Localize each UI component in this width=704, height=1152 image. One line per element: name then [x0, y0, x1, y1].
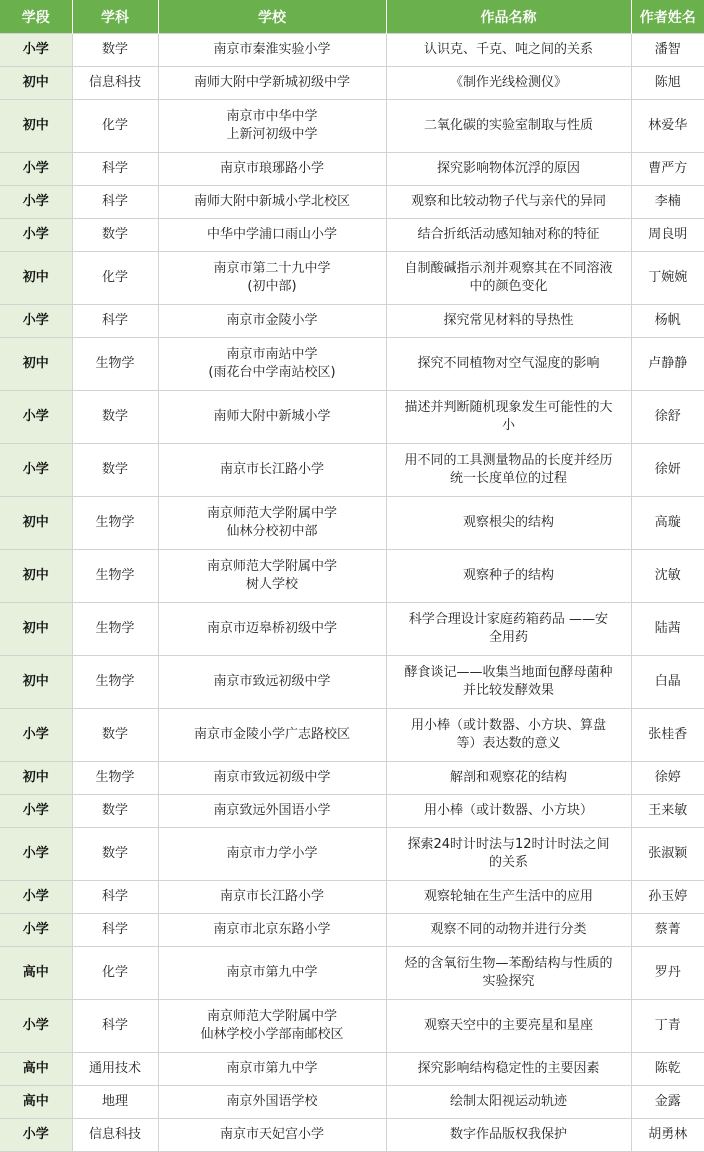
cell-work: 自制酸碱指示剂并观察其在不同溶液 中的颜色变化 — [386, 252, 631, 305]
cell-school: 南京市迈皋桥初级中学 — [158, 603, 386, 656]
cell-author: 胡勇林 — [631, 1119, 704, 1152]
cell-work: 科学合理设计家庭药箱药品 ——安 全用药 — [386, 603, 631, 656]
cell-level: 初中 — [0, 603, 72, 656]
cell-subject: 数学 — [72, 444, 158, 497]
cell-subject: 地理 — [72, 1086, 158, 1119]
cell-school: 南京师范大学附属中学 仙林学校小学部南邮校区 — [158, 1000, 386, 1053]
cell-subject: 科学 — [72, 1000, 158, 1053]
cell-author: 徐舒 — [631, 391, 704, 444]
cell-subject: 化学 — [72, 252, 158, 305]
table-row — [0, 603, 704, 656]
table-row — [0, 1119, 704, 1152]
cell-work: 描述并判断随机现象发生可能性的大 小 — [386, 391, 631, 444]
cell-author: 杨帆 — [631, 305, 704, 338]
cell-school: 南京市第九中学 — [158, 947, 386, 1000]
cell-work: 数字作品版权我保护 — [386, 1119, 631, 1152]
table-row — [0, 305, 704, 338]
cell-level: 高中 — [0, 1086, 72, 1119]
table-row — [0, 709, 704, 762]
cell-school: 南京市致远初级中学 — [158, 656, 386, 709]
table-row — [0, 656, 704, 709]
cell-author: 徐妍 — [631, 444, 704, 497]
cell-work: 用不同的工具测量物品的长度并经历 统一长度单位的过程 — [386, 444, 631, 497]
cell-subject: 生物学 — [72, 497, 158, 550]
cell-level: 小学 — [0, 219, 72, 252]
table-row — [0, 252, 704, 305]
cell-level: 初中 — [0, 497, 72, 550]
cell-subject: 化学 — [72, 947, 158, 1000]
cell-work: 酵食谈记——收集当地面包酵母菌种 并比较发酵效果 — [386, 656, 631, 709]
cell-level: 小学 — [0, 1119, 72, 1152]
cell-school: 南京市金陵小学广志路校区 — [158, 709, 386, 762]
table-row — [0, 914, 704, 947]
cell-level: 小学 — [0, 1000, 72, 1053]
cell-level: 小学 — [0, 881, 72, 914]
table-row — [0, 550, 704, 603]
cell-subject: 科学 — [72, 186, 158, 219]
cell-school: 南京师范大学附属中学 仙林分校初中部 — [158, 497, 386, 550]
table-row — [0, 795, 704, 828]
cell-author: 陈旭 — [631, 67, 704, 100]
cell-work: 观察轮轴在生产生活中的应用 — [386, 881, 631, 914]
table-row — [0, 444, 704, 497]
cell-school: 南京市南站中学 (雨花台中学南站校区) — [158, 338, 386, 391]
cell-school: 南京市力学小学 — [158, 828, 386, 881]
cell-author: 林爱华 — [631, 100, 704, 153]
cell-level: 初中 — [0, 67, 72, 100]
table-row — [0, 947, 704, 1000]
cell-author: 孙玉婷 — [631, 881, 704, 914]
table-row — [0, 186, 704, 219]
table-row — [0, 881, 704, 914]
cell-subject: 数学 — [72, 709, 158, 762]
cell-school: 南京市长江路小学 — [158, 881, 386, 914]
cell-work: 《制作光线检测仪》 — [386, 67, 631, 100]
cell-author: 徐婷 — [631, 762, 704, 795]
cell-level: 小学 — [0, 153, 72, 186]
cell-level: 小学 — [0, 305, 72, 338]
cell-level: 小学 — [0, 186, 72, 219]
cell-level: 小学 — [0, 444, 72, 497]
cell-subject: 科学 — [72, 305, 158, 338]
cell-subject: 生物学 — [72, 603, 158, 656]
cell-level: 初中 — [0, 338, 72, 391]
cell-author: 丁婉婉 — [631, 252, 704, 305]
cell-author: 沈敏 — [631, 550, 704, 603]
cell-school: 南京市第九中学 — [158, 1053, 386, 1086]
cell-level: 小学 — [0, 914, 72, 947]
cell-author: 李楠 — [631, 186, 704, 219]
cell-school: 南京市致远初级中学 — [158, 762, 386, 795]
table-row — [0, 34, 704, 67]
cell-author: 周良明 — [631, 219, 704, 252]
table-row — [0, 219, 704, 252]
cell-author: 罗丹 — [631, 947, 704, 1000]
cell-level: 小学 — [0, 828, 72, 881]
table-row — [0, 1053, 704, 1086]
cell-school: 南师大附中新城小学北校区 — [158, 186, 386, 219]
cell-level: 初中 — [0, 100, 72, 153]
cell-school: 南京市秦淮实验小学 — [158, 34, 386, 67]
cell-school: 南京外国语学校 — [158, 1086, 386, 1119]
cell-work: 观察天空中的主要亮星和星座 — [386, 1000, 631, 1053]
cell-author: 曹严方 — [631, 153, 704, 186]
cell-level: 初中 — [0, 656, 72, 709]
cell-work: 解剖和观察花的结构 — [386, 762, 631, 795]
cell-level: 小学 — [0, 795, 72, 828]
table-row — [0, 100, 704, 153]
cell-level: 初中 — [0, 252, 72, 305]
cell-subject: 化学 — [72, 100, 158, 153]
cell-school: 中华中学浦口雨山小学 — [158, 219, 386, 252]
cell-subject: 科学 — [72, 153, 158, 186]
cell-work: 观察种子的结构 — [386, 550, 631, 603]
cell-author: 高璇 — [631, 497, 704, 550]
cell-school: 南京市天妃宫小学 — [158, 1119, 386, 1152]
cell-work: 探索24时计时法与12时计时法之间 的关系 — [386, 828, 631, 881]
cell-school: 南京市长江路小学 — [158, 444, 386, 497]
cell-author: 陈乾 — [631, 1053, 704, 1086]
header-subject: 学科 — [72, 0, 158, 34]
table-row — [0, 67, 704, 100]
cell-author: 潘智 — [631, 34, 704, 67]
cell-level: 高中 — [0, 1053, 72, 1086]
cell-work: 用小棒（或计数器、小方块、算盘 等）表达数的意义 — [386, 709, 631, 762]
cell-subject: 数学 — [72, 828, 158, 881]
cell-subject: 数学 — [72, 34, 158, 67]
cell-level: 初中 — [0, 550, 72, 603]
table-row — [0, 828, 704, 881]
cell-author: 张淑颖 — [631, 828, 704, 881]
cell-author: 陆茜 — [631, 603, 704, 656]
cell-subject: 生物学 — [72, 338, 158, 391]
cell-work: 用小棒（或计数器、小方块） — [386, 795, 631, 828]
cell-level: 小学 — [0, 391, 72, 444]
cell-author: 王来敏 — [631, 795, 704, 828]
cell-author: 蔡菁 — [631, 914, 704, 947]
cell-school: 南京市金陵小学 — [158, 305, 386, 338]
cell-level: 高中 — [0, 947, 72, 1000]
cell-work: 认识克、千克、吨之间的关系 — [386, 34, 631, 67]
cell-school: 南师大附中新城小学 — [158, 391, 386, 444]
cell-subject: 数学 — [72, 795, 158, 828]
cell-author: 白晶 — [631, 656, 704, 709]
cell-subject: 科学 — [72, 914, 158, 947]
cell-work: 绘制太阳视运动轨迹 — [386, 1086, 631, 1119]
table-row — [0, 1000, 704, 1053]
cell-work: 探究常见材料的导热性 — [386, 305, 631, 338]
cell-work: 探究不同植物对空气湿度的影响 — [386, 338, 631, 391]
cell-work: 烃的含氧衍生物—苯酚结构与性质的 实验探究 — [386, 947, 631, 1000]
cell-work: 观察和比较动物子代与亲代的异同 — [386, 186, 631, 219]
cell-author: 金露 — [631, 1086, 704, 1119]
cell-subject: 数学 — [72, 391, 158, 444]
cell-author: 张桂香 — [631, 709, 704, 762]
header-work: 作品名称 — [386, 0, 631, 34]
cell-school: 南京致远外国语小学 — [158, 795, 386, 828]
cell-subject: 科学 — [72, 881, 158, 914]
cell-level: 初中 — [0, 762, 72, 795]
table-row — [0, 1086, 704, 1119]
cell-subject: 生物学 — [72, 550, 158, 603]
cell-subject: 生物学 — [72, 656, 158, 709]
table-header-row — [0, 0, 704, 34]
cell-school: 南京市中华中学 上新河初级中学 — [158, 100, 386, 153]
cell-work: 探究影响物体沉浮的原因 — [386, 153, 631, 186]
cell-subject: 信息科技 — [72, 1119, 158, 1152]
cell-school: 南京市北京东路小学 — [158, 914, 386, 947]
header-level: 学段 — [0, 0, 72, 34]
cell-work: 探究影响结构稳定性的主要因素 — [386, 1053, 631, 1086]
cell-work: 二氧化碳的实验室制取与性质 — [386, 100, 631, 153]
header-author: 作者姓名 — [631, 0, 704, 34]
cell-level: 小学 — [0, 709, 72, 762]
cell-author: 卢静静 — [631, 338, 704, 391]
table-body — [0, 34, 704, 1152]
cell-subject: 通用技术 — [72, 1053, 158, 1086]
table-row — [0, 391, 704, 444]
cell-subject: 数学 — [72, 219, 158, 252]
cell-school: 南京师范大学附属中学 树人学校 — [158, 550, 386, 603]
table-row — [0, 338, 704, 391]
cell-work: 观察不同的动物并进行分类 — [386, 914, 631, 947]
cell-subject: 信息科技 — [72, 67, 158, 100]
table-row — [0, 762, 704, 795]
header-school: 学校 — [158, 0, 386, 34]
cell-subject: 生物学 — [72, 762, 158, 795]
cell-work: 观察根尖的结构 — [386, 497, 631, 550]
cell-level: 小学 — [0, 34, 72, 67]
cell-school: 南京市琅琊路小学 — [158, 153, 386, 186]
cell-school: 南师大附中学新城初级中学 — [158, 67, 386, 100]
cell-author: 丁青 — [631, 1000, 704, 1053]
table-row — [0, 497, 704, 550]
table-row — [0, 153, 704, 186]
cell-work: 结合折纸活动感知轴对称的特征 — [386, 219, 631, 252]
cell-school: 南京市第二十九中学 (初中部) — [158, 252, 386, 305]
